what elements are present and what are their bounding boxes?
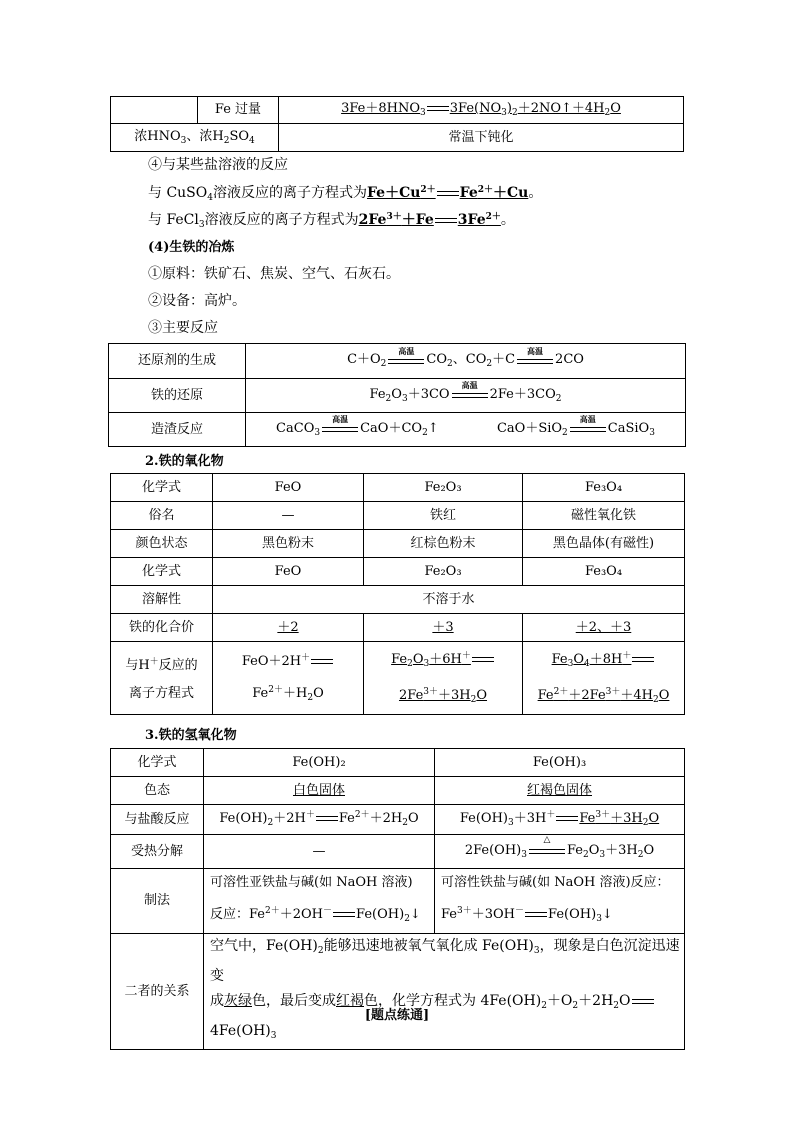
oxides-cell: Fe₂O₃	[364, 558, 523, 586]
oxides-ionic-fe3o4: $Fe_3O_4+8H^+$ $Fe^{2+}+2Fe^{3+}+4H_2O$	[523, 642, 685, 715]
oxides-header-fe2o3: Fe₂O₃	[364, 474, 523, 502]
oxides-label-common-name: 俗名	[111, 502, 213, 530]
smelting-table	[108, 343, 686, 447]
oxides-valence: ＋2、＋3	[523, 614, 685, 642]
smelting-row-label-slag: 造渣反应	[109, 413, 246, 447]
oxides-label-valence: 铁的化合价	[111, 614, 213, 642]
oxides-solubility-value: 不溶于水	[213, 586, 685, 614]
oxides-cell: 黑色晶体(有磁性)	[523, 530, 685, 558]
hydroxides-color-feoh2: 白色固体	[204, 777, 435, 805]
hydroxides-label-relation: 二者的关系	[111, 934, 204, 1050]
oxides-ionic-fe2o3: $Fe_2O_3+6H^+$ $2Fe^{3+}+3H_2O$	[364, 642, 523, 715]
section-footer-practice: [题点练通]	[364, 1008, 430, 1023]
smelting-main-reactions: ③主要反应	[148, 320, 218, 336]
oxides-valence: ＋3	[364, 614, 523, 642]
smelting-row-eq-slag: CaCO$_3$ 高温 $CaO+CO_2↑$ CaO＋SiO$_2$ 高温 CaSiO$_3$	[246, 413, 686, 447]
smelting-row-label-reductant: 还原剂的生成	[109, 344, 246, 379]
hydroxides-heading: 3.铁的氢氧化物	[145, 728, 237, 743]
smelting-equipment: ②设备：高炉。	[148, 293, 246, 309]
hydroxides-label-heat: 受热分解	[111, 835, 204, 869]
oxides-header-fe3o4: Fe₃O₄	[523, 474, 685, 502]
oxides-header-formula: 化学式	[111, 474, 213, 502]
oxides-cell: 红棕色粉末	[364, 530, 523, 558]
top-table-equation-excess: $3Fe+8HNO_3$ $3Fe(NO_3)_2+2NO↑+4H_2O$	[279, 97, 684, 124]
top-table-blank	[111, 97, 198, 124]
oxides-cell: —	[213, 502, 364, 530]
top-table	[110, 96, 684, 152]
oxides-cell: Fe₃O₄	[523, 558, 685, 586]
oxides-cell: FeO	[213, 558, 364, 586]
hydroxides-acid-feoh2: $Fe(OH)_2+2H^+$ $Fe^{2+}+2H_2O$	[204, 805, 435, 835]
oxides-cell: 黑色粉末	[213, 530, 364, 558]
oxides-label-ionic: 与H＋反应的 离子方程式	[111, 642, 213, 715]
hydroxides-header-feoh2: Fe(OH)₂	[204, 749, 435, 777]
smelting-row-eq-iron-reduction: $Fe_2O_3+3CO$ 高温 $2Fe+3CO_2$	[246, 379, 686, 413]
oxides-label-formula-2: 化学式	[111, 558, 213, 586]
smelting-heading: (4)生铁的冶炼	[148, 240, 235, 255]
salt-heading: ④与某些盐溶液的反应	[148, 157, 288, 173]
oxides-table	[110, 473, 685, 715]
hydroxides-label-prep: 制法	[111, 869, 204, 934]
hydroxides-label-acid: 与盐酸反应	[111, 805, 204, 835]
smelting-raw-materials: ①原料：铁矿石、焦炭、空气、石灰石。	[148, 266, 400, 282]
oxides-valence: ＋2	[213, 614, 364, 642]
oxides-header-feo: FeO	[213, 474, 364, 502]
oxides-label-color: 颜色状态	[111, 530, 213, 558]
smelting-row-label-iron-reduction: 铁的还原	[109, 379, 246, 413]
hydroxides-header-feoh3: Fe(OH)₃	[435, 749, 685, 777]
hydroxides-heat-feoh2: —	[204, 835, 435, 869]
hydroxides-relation-text: 空气中，$Fe(OH)_2$能够迅速地被氧气氧化成 $Fe(OH)_3$，现象是白色沉淀迅速变 成灰绿色，最后变成红褐色，化学方程式为 $4Fe(OH)_2+O_2+2H_2O$ $4Fe(OH)_3$	[204, 934, 685, 1050]
smelting-row-eq-reductant: $C+O_2$ 高温 $CO_2$、$CO_2+C$ 高温 2CO	[246, 344, 686, 379]
salt-line-fecl3: 与 FeCl$_3$溶液反应的离子方程式为$2Fe^{3+}+Fe$ $3Fe^{2+}$。	[148, 212, 515, 230]
hydroxides-header-formula: 化学式	[111, 749, 204, 777]
hydroxides-color-feoh3: 红褐色固体	[435, 777, 685, 805]
hydroxides-acid-feoh3: $Fe(OH)_3+3H^+$ $Fe^{3+}+3H_2O$	[435, 805, 685, 835]
top-table-passivation: 常温下钝化	[279, 124, 684, 152]
hydroxides-heat-feoh3: $2Fe(OH)_3$ △ $Fe_2O_3+3H_2O$	[435, 835, 685, 869]
oxides-label-solubility: 溶解性	[111, 586, 213, 614]
top-table-label-excess: Fe 过量	[198, 97, 279, 124]
oxides-heading: 2.铁的氧化物	[145, 454, 224, 469]
top-table-label-conc-acid: 浓$HNO_3$、浓$H_2SO_4$	[111, 124, 279, 152]
hydroxides-prep-feoh2: 可溶性亚铁盐与碱(如 NaOH 溶液) 反应：$Fe^{2+}+2OH^-$ $Fe(OH)_2↓$	[204, 869, 435, 934]
hydroxides-prep-feoh3: 可溶性铁盐与碱(如 NaOH 溶液)反应： $Fe^{3+}+3OH^-$ $Fe(OH)_3↓$	[435, 869, 685, 934]
oxides-cell: 磁性氧化铁	[523, 502, 685, 530]
salt-line-cuso4: 与 CuSO$_4$溶液反应的离子方程式为$Fe+Cu^{2+}$ $Fe^{2+}+Cu$。	[148, 185, 543, 203]
oxides-cell: 铁红	[364, 502, 523, 530]
oxides-ionic-feo: FeO＋2H＋ $Fe^{2+}+H_2O$	[213, 642, 364, 715]
hydroxides-label-color: 色态	[111, 777, 204, 805]
